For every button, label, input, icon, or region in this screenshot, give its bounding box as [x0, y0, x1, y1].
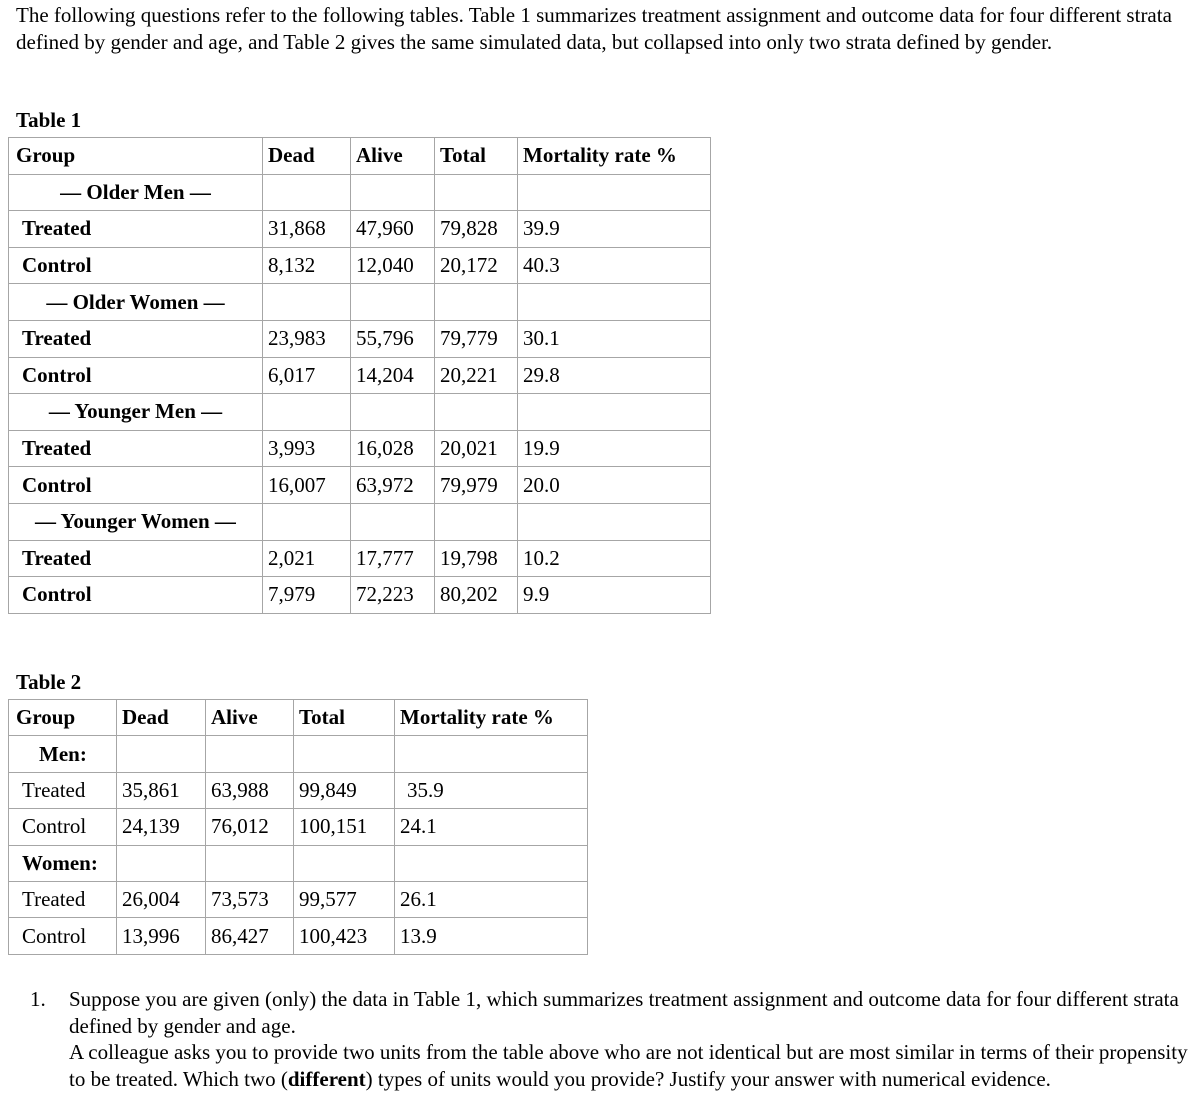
- table1-cell: 72,223: [351, 577, 435, 614]
- table1-group-row: [9, 284, 711, 321]
- question-line-1: Suppose you are given (only) the data in Table 1, which summarizes treatment assignment and outcome data for four different strata defined by gender and age.: [69, 987, 1179, 1038]
- table2-cell: 73,573: [206, 881, 294, 917]
- table1-header-cell: Dead: [263, 138, 351, 175]
- table1-cell: 6,017: [263, 357, 351, 394]
- table2-empty-cell: [395, 736, 588, 772]
- table2-cell: 99,577: [294, 881, 395, 917]
- table1-empty-cell: [351, 284, 435, 321]
- table1-cell: 20.0: [518, 467, 711, 504]
- question-1: [30, 986, 1190, 1092]
- table1-empty-cell: [435, 503, 518, 540]
- table2-caption: Table 2: [16, 670, 82, 694]
- table2-cell: 76,012: [206, 809, 294, 845]
- table1-data-row: [9, 247, 711, 284]
- table1-empty-cell: [435, 394, 518, 431]
- table1-cell: 9.9: [518, 577, 711, 614]
- table1-cell: 10.2: [518, 540, 711, 577]
- table1-data-row: [9, 357, 711, 394]
- table1-group-label: — Younger Men —: [9, 394, 263, 431]
- table1-header-cell: Alive: [351, 138, 435, 175]
- table2-empty-cell: [294, 736, 395, 772]
- table2-cell: 26.1: [395, 881, 588, 917]
- table1-cell: 19.9: [518, 430, 711, 467]
- table2-header-cell: Dead: [117, 700, 206, 736]
- table2-row-label: Control: [9, 809, 117, 845]
- table2-cell: 35,861: [117, 772, 206, 808]
- table1-data-row: [9, 211, 711, 248]
- table1-cell: 39.9: [518, 211, 711, 248]
- question-number: 1.: [30, 987, 46, 1011]
- table1-empty-cell: [518, 284, 711, 321]
- table1-row-label: Control: [9, 247, 263, 284]
- table2-empty-cell: [117, 736, 206, 772]
- table1-cell: 14,204: [351, 357, 435, 394]
- table1-cell: 79,979: [435, 467, 518, 504]
- table1-empty-cell: [518, 174, 711, 211]
- table2-data-row: [9, 881, 588, 917]
- table1-row-label: Control: [9, 467, 263, 504]
- table1-row-label: Treated: [9, 320, 263, 357]
- table1-row-label: Treated: [9, 430, 263, 467]
- table1-row-label: Treated: [9, 540, 263, 577]
- table2-empty-cell: [294, 845, 395, 881]
- table1-cell: 20,021: [435, 430, 518, 467]
- table1-caption: Table 1: [16, 108, 82, 132]
- table1-empty-cell: [263, 284, 351, 321]
- table1-header-row: [9, 138, 711, 175]
- table1-group-row: [9, 174, 711, 211]
- table1-header-cell: Total: [435, 138, 518, 175]
- table1-empty-cell: [435, 284, 518, 321]
- table1-row-label: Treated: [9, 211, 263, 248]
- table2-cell: 13,996: [117, 918, 206, 954]
- table1-cell: 55,796: [351, 320, 435, 357]
- table1-group-row: [9, 394, 711, 431]
- question-body: [69, 986, 1190, 1092]
- table1-group-label: — Older Women —: [9, 284, 263, 321]
- table1-cell: 17,777: [351, 540, 435, 577]
- table1-cell: 40.3: [518, 247, 711, 284]
- table2-cell: 63,988: [206, 772, 294, 808]
- table1-data-row: [9, 540, 711, 577]
- table2-group-label: Men:: [9, 736, 117, 772]
- table2-data-row: [9, 809, 588, 845]
- table1-cell: 31,868: [263, 211, 351, 248]
- table1-cell: 79,779: [435, 320, 518, 357]
- table1-empty-cell: [351, 174, 435, 211]
- table2-cell: 35.9: [395, 772, 588, 808]
- table2-cell: 100,423: [294, 918, 395, 954]
- table1-cell: 79,828: [435, 211, 518, 248]
- table2-cell: 24,139: [117, 809, 206, 845]
- table1-empty-cell: [518, 394, 711, 431]
- table1-header-cell: Mortality rate %: [518, 138, 711, 175]
- table2-empty-cell: [206, 736, 294, 772]
- question-emphasis: different: [287, 1066, 366, 1091]
- table1-cell: 12,040: [351, 247, 435, 284]
- table2-data-row: [9, 772, 588, 808]
- table1-cell: 30.1: [518, 320, 711, 357]
- table1-data-row: [9, 430, 711, 467]
- table2-data-row: [9, 918, 588, 954]
- table1-empty-cell: [518, 503, 711, 540]
- table1-cell: 8,132: [263, 247, 351, 284]
- table2-row-label: Treated: [9, 881, 117, 917]
- table1-row-label: Control: [9, 577, 263, 614]
- table1-data-row: [9, 467, 711, 504]
- table2-empty-cell: [206, 845, 294, 881]
- table1-cell: 19,798: [435, 540, 518, 577]
- table1-empty-cell: [263, 503, 351, 540]
- table1-cell: 20,172: [435, 247, 518, 284]
- table1-cell: 80,202: [435, 577, 518, 614]
- table1-cell: 16,028: [351, 430, 435, 467]
- table1-empty-cell: [263, 394, 351, 431]
- table2-group-row: [9, 845, 588, 881]
- table1-group-label: — Older Men —: [9, 174, 263, 211]
- table1-group-label: — Younger Women —: [9, 503, 263, 540]
- table2-header-cell: Alive: [206, 700, 294, 736]
- table1-group-row: [9, 503, 711, 540]
- table2-cell: 13.9: [395, 918, 588, 954]
- table1-cell: 47,960: [351, 211, 435, 248]
- table1-cell: 23,983: [263, 320, 351, 357]
- table2: [8, 699, 588, 955]
- table1-cell: 63,972: [351, 467, 435, 504]
- table2-header-cell: Total: [294, 700, 395, 736]
- table1-data-row: [9, 320, 711, 357]
- table2-cell: 26,004: [117, 881, 206, 917]
- table1-empty-cell: [435, 174, 518, 211]
- table2-header-cell: Mortality rate %: [395, 700, 588, 736]
- table2-cell: 99,849: [294, 772, 395, 808]
- table1-data-row: [9, 577, 711, 614]
- table1-empty-cell: [263, 174, 351, 211]
- table1: [8, 137, 711, 614]
- table1-header-cell: Group: [9, 138, 263, 175]
- table1-cell: 20,221: [435, 357, 518, 394]
- table2-empty-cell: [117, 845, 206, 881]
- table1-cell: 29.8: [518, 357, 711, 394]
- question-line-2-end: ) types of units would you provide? Justify your answer with numerical evidence.: [365, 1066, 1051, 1091]
- table2-group-label: Women:: [9, 845, 117, 881]
- table1-cell: 7,979: [263, 577, 351, 614]
- table2-header-row: [9, 700, 588, 736]
- question-line-2-start: A colleague asks you to provide two units from the table above who are not identical but are most similar in terms of their propensity to be treated. Which two (: [69, 1040, 1188, 1091]
- table2-cell: 86,427: [206, 918, 294, 954]
- table2-cell: 100,151: [294, 809, 395, 845]
- table2-row-label: Control: [9, 918, 117, 954]
- table1-empty-cell: [351, 503, 435, 540]
- table2-cell: 24.1: [395, 809, 588, 845]
- table1-cell: 2,021: [263, 540, 351, 577]
- table2-row-label: Treated: [9, 772, 117, 808]
- table1-empty-cell: [351, 394, 435, 431]
- table2-empty-cell: [395, 845, 588, 881]
- table2-group-row: [9, 736, 588, 772]
- table1-row-label: Control: [9, 357, 263, 394]
- table1-cell: 16,007: [263, 467, 351, 504]
- table2-header-cell: Group: [9, 700, 117, 736]
- table1-cell: 3,993: [263, 430, 351, 467]
- intro-paragraph: The following questions refer to the following tables. Table 1 summarizes treatment assignment and outcome data for four different strata defined by gender and age, and Table 2 gives the same simulated data, but collapsed into only two strata defined by gender.: [16, 3, 1172, 54]
- question-line-2: [69, 1039, 1190, 1092]
